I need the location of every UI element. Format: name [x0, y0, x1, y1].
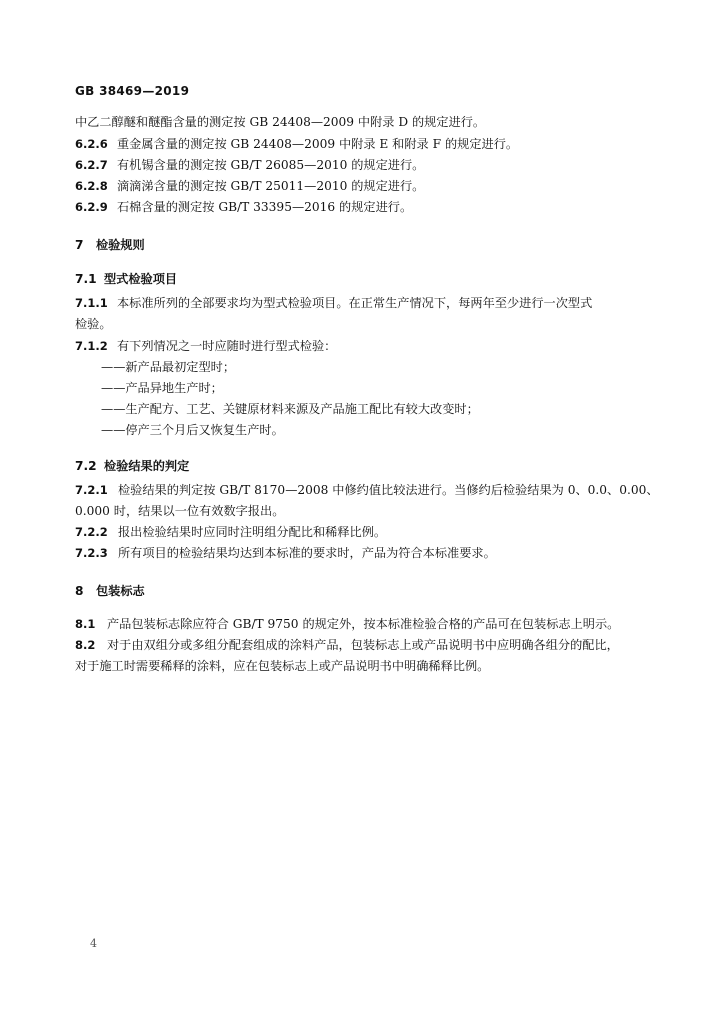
clause-number: 7.2.2 — [75, 525, 108, 539]
clause-number: 6.2.9 — [75, 200, 108, 214]
section-number: 7.2 — [75, 459, 97, 473]
clause-6-2-6 — [75, 136, 518, 152]
section-number: 7 — [75, 238, 84, 252]
clause-7-2-1-line-2: 0.000 时，结果以一位有效数字报出。 — [75, 504, 285, 518]
clause-number: 8.2 — [75, 638, 96, 652]
clause-8-2-line-1 — [75, 637, 619, 653]
standard-code: GB 38469—2019 — [75, 84, 190, 98]
section-title: 检验结果的判定 — [104, 459, 190, 473]
clause-text: 对于由双组分或多组分配套组成的涂料产品，包装标志上或产品说明书中应明确各组分的配比， — [107, 638, 619, 652]
clause-6-2-7 — [75, 157, 424, 173]
clause-text: 检验结果的判定按 GB/T 8170—2008 中修约值比较法进行。当修约后检验结果为 0、0.0、0.00、 — [118, 483, 659, 497]
clause-6-2-9 — [75, 199, 412, 215]
clause-number: 7.1.2 — [75, 339, 108, 353]
clause-number: 7.2.1 — [75, 483, 108, 497]
clause-text: 石棉含量的测定按 GB/T 33395—2016 的规定进行。 — [117, 200, 413, 214]
page-number: 4 — [90, 937, 97, 950]
clause-number: 7.1.1 — [75, 296, 108, 310]
subsection-7-2-heading — [75, 457, 189, 474]
clause-number: 8.1 — [75, 617, 96, 631]
clause-number: 6.2.6 — [75, 137, 108, 151]
clause-text: 滴滴涕含量的测定按 GB/T 25011—2010 的规定进行。 — [117, 179, 425, 193]
clause-text: 产品包装标志除应符合 GB/T 9750 的规定外，按本标准检验合格的产品可在包装标志上明示。 — [107, 617, 620, 631]
section-number: 7.1 — [75, 272, 97, 286]
clause-text: 本标准所列的全部要求均为型式检验项目。在正常生产情况下，每两年至少进行一次型式 — [117, 296, 593, 310]
clause-text: 重金属含量的测定按 GB 24408—2009 中附录 E 和附录 F 的规定进行。 — [117, 137, 519, 151]
clause-8-1 — [75, 616, 619, 632]
clause-number: 7.2.3 — [75, 546, 108, 560]
section-title: 检验规则 — [96, 238, 145, 252]
list-item: ——生产配方、工艺、关键原材料来源及产品施工配比有较大改变时； — [101, 402, 479, 416]
clause-7-1-2 — [75, 338, 336, 354]
clause-6-2-8 — [75, 178, 424, 194]
list-item: ——停产三个月后又恢复生产时。 — [101, 423, 284, 437]
section-7-heading — [75, 236, 145, 253]
clause-8-2-line-2: 对于施工时需要稀释的涂料，应在包装标志上或产品说明书中明确稀释比例。 — [75, 659, 490, 673]
clause-7-1-1-line-1 — [75, 295, 592, 311]
clause-number: 6.2.7 — [75, 158, 108, 172]
clause-text: 报出检验结果时应同时注明组分配比和稀释比例。 — [118, 525, 387, 539]
clause-text: 所有项目的检验结果均达到本标准的要求时，产品为符合本标准要求。 — [118, 546, 496, 560]
clause-7-2-1-line-1 — [75, 482, 659, 498]
section-number: 8 — [75, 584, 84, 598]
list-item: ——产品异地生产时； — [101, 381, 223, 395]
list-item: ——新产品最初定型时； — [101, 360, 236, 374]
section-8-heading — [75, 582, 145, 599]
clause-7-2-3 — [75, 545, 496, 561]
clause-7-1-1-line-2: 检验。 — [75, 317, 112, 331]
section-title: 型式检验项目 — [104, 272, 178, 286]
subsection-7-1-heading — [75, 270, 177, 287]
clause-text: 有机锡含量的测定按 GB/T 26085—2010 的规定进行。 — [117, 158, 425, 172]
clause-7-2-2 — [75, 524, 386, 540]
section-title: 包装标志 — [96, 584, 145, 598]
clause-6-2-5-continuation: 中乙二醇醚和醚酯含量的测定按 GB 24408—2009 中附录 D 的规定进行。 — [75, 115, 486, 129]
clause-text: 有下列情况之一时应随时进行型式检验： — [117, 339, 337, 353]
clause-number: 6.2.8 — [75, 179, 108, 193]
